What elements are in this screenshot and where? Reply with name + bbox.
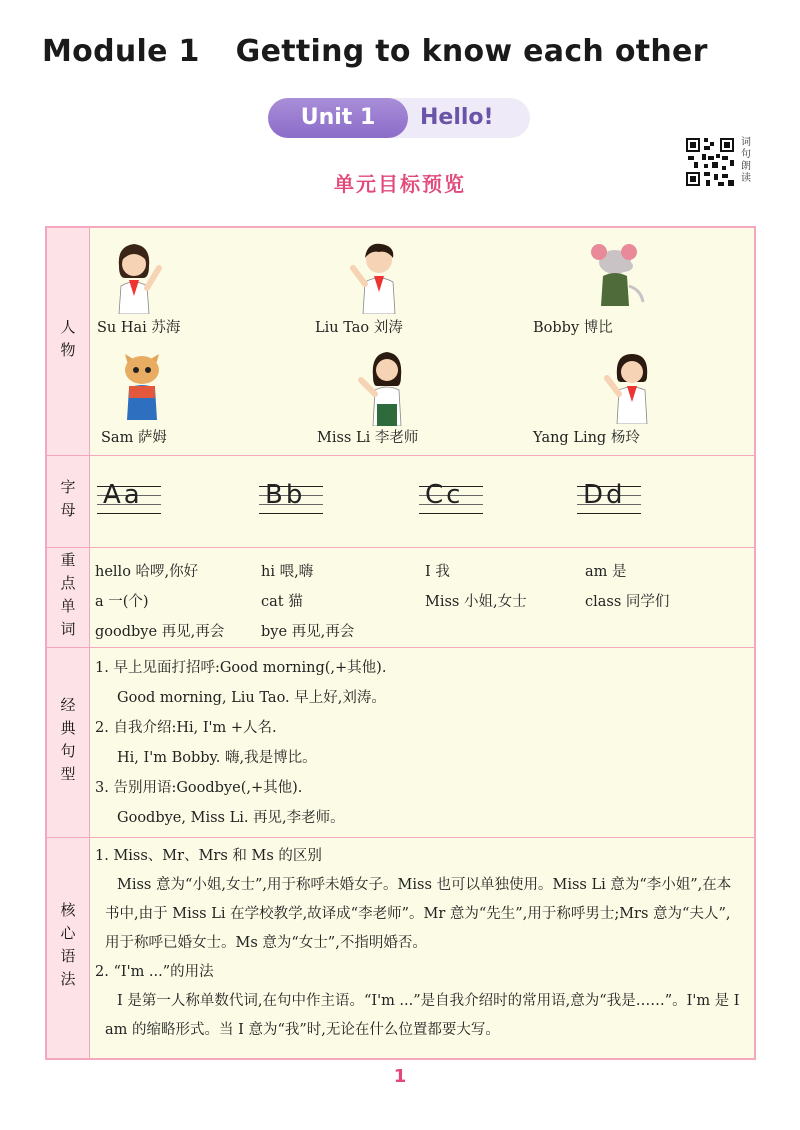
characters-label-cell bbox=[47, 228, 90, 455]
word-item: hello 哈啰,你好 bbox=[95, 564, 199, 580]
grammar-label-cell bbox=[47, 838, 90, 1058]
grammar-point-title: 1. Miss、Mr、Mrs 和 Ms 的区别 bbox=[95, 848, 322, 864]
grammar-point-title: 2. “I'm ...”的用法 bbox=[95, 964, 214, 980]
unit-label: Unit 1 bbox=[268, 98, 408, 138]
grammar-cell bbox=[89, 838, 754, 1058]
word-item: am 是 bbox=[585, 564, 627, 580]
letters-cell bbox=[89, 456, 754, 547]
character-name: Bobby 博比 bbox=[533, 320, 613, 336]
grammar-point-body: I 是第一人称单数代词,在句中作主语。“I'm ...”是自我介绍时的常用语,意为“我是……”。I'm 是 I am 的缩略形式。当 I 意为“我”时,无论在什么位置都要大写。 bbox=[105, 993, 740, 1038]
words-cell bbox=[89, 548, 754, 647]
letters-label-cell bbox=[47, 456, 90, 547]
character-name: Miss Li 李老师 bbox=[317, 430, 419, 446]
word-item: cat 猫 bbox=[261, 594, 303, 610]
letter-pair-text: Bb bbox=[265, 480, 306, 510]
word-item: Miss 小姐,女士 bbox=[425, 594, 527, 610]
sentences-cell bbox=[89, 648, 754, 837]
letter-pair-Dd bbox=[577, 480, 641, 514]
sentences-label: 经典句型 bbox=[58, 696, 77, 789]
word-item: bye 再见,再会 bbox=[261, 624, 355, 640]
words-row bbox=[47, 548, 754, 648]
word-item: hi 喂,嗨 bbox=[261, 564, 314, 580]
liu-tao-illustration bbox=[343, 236, 413, 314]
letters-row bbox=[47, 456, 754, 548]
letter-pair-text: Dd bbox=[583, 480, 626, 510]
grammar-row bbox=[47, 838, 754, 1058]
letters-label: 字母 bbox=[58, 478, 77, 525]
sentence-example: Hi, I'm Bobby. 嗨,我是博比。 bbox=[117, 750, 317, 766]
unit-overview-table bbox=[45, 226, 756, 1060]
letter-pair-Cc bbox=[419, 480, 483, 514]
letter-pair-Aa bbox=[97, 480, 161, 514]
words-label-cell bbox=[47, 548, 90, 647]
word-item: goodbye 再见,再会 bbox=[95, 624, 225, 640]
unit-name: Hello! bbox=[420, 105, 494, 130]
word-item: class 同学们 bbox=[585, 594, 670, 610]
sentences-label-cell bbox=[47, 648, 90, 837]
page-number: 1 bbox=[393, 1066, 407, 1087]
letter-pair-Bb bbox=[259, 480, 323, 514]
character-name: Su Hai 苏海 bbox=[97, 320, 181, 336]
characters-cell bbox=[89, 228, 754, 455]
grammar-label: 核心语法 bbox=[58, 902, 77, 994]
module-heading bbox=[42, 34, 708, 69]
module-title: Getting to know each other bbox=[235, 34, 708, 69]
sentence-pattern: 1. 早上见面打招呼:Good morning(,+其他). bbox=[95, 660, 387, 676]
word-item: a 一(个) bbox=[95, 594, 149, 610]
sentence-example: Good morning, Liu Tao. 早上好,刘涛。 bbox=[117, 690, 386, 706]
words-label: 重点单词 bbox=[58, 551, 77, 644]
sentences-row bbox=[47, 648, 754, 838]
characters-label: 人物 bbox=[58, 318, 77, 365]
word-item: I 我 bbox=[425, 564, 450, 580]
sam-illustration bbox=[111, 346, 173, 420]
sentence-pattern: 2. 自我介绍:Hi, I'm +人名. bbox=[95, 720, 277, 736]
bobby-illustration bbox=[583, 242, 647, 308]
character-name: Yang Ling 杨玲 bbox=[533, 430, 640, 446]
grammar-point-body: Miss 意为“小姐,女士”,用于称呼未婚女子。Miss 也可以单独使用。Miss Li 意为“李小姐”,在本书中,由于 Miss Li 在学校教学,故译成“李老师”。Mr 意为“先生”,用于称呼男士;Mrs 意为“夫人”,用于称呼已婚女士。Ms 意为“女士”,不指明婚否。 bbox=[105, 877, 732, 951]
yang-ling-illustration bbox=[599, 348, 665, 424]
character-name: Sam 萨姆 bbox=[101, 430, 167, 446]
sentence-example: Goodbye, Miss Li. 再见,李老师。 bbox=[117, 810, 345, 826]
letter-pair-text: Aa bbox=[103, 480, 143, 510]
unit-banner bbox=[268, 98, 530, 138]
section-title: 单元目标预览 bbox=[334, 172, 466, 196]
miss-li-illustration bbox=[351, 346, 421, 426]
letter-pair-text: Cc bbox=[425, 480, 464, 510]
character-name: Liu Tao 刘涛 bbox=[315, 320, 403, 336]
su-hai-illustration bbox=[99, 238, 169, 314]
module-number: Module 1 bbox=[42, 34, 200, 69]
characters-row bbox=[47, 228, 754, 456]
qr-label: 词句朗读 bbox=[741, 137, 751, 184]
sentence-pattern: 3. 告别用语:Goodbye(,+其他). bbox=[95, 780, 303, 796]
